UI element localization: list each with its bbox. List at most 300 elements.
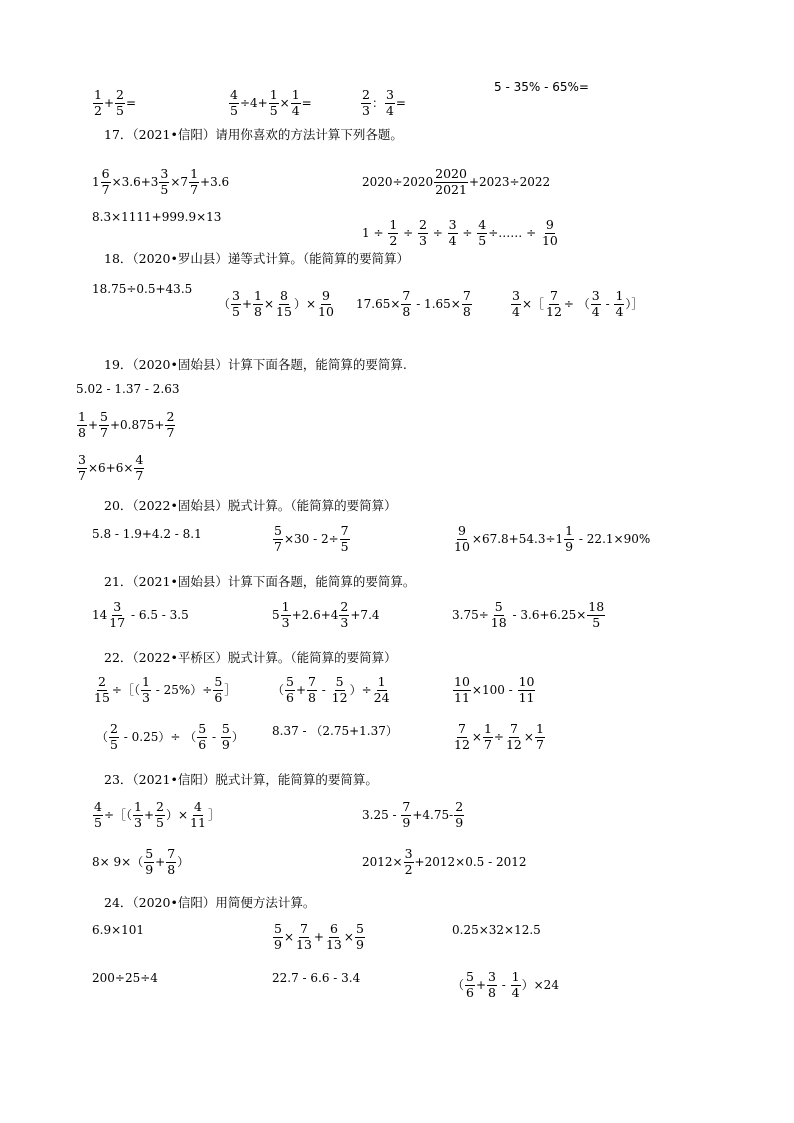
fraction-denominator: 7 — [190, 181, 199, 197]
fraction — [77, 410, 87, 440]
expression-text: +2023÷2022 — [468, 175, 551, 189]
expression — [362, 218, 560, 248]
fraction-denominator: 7 — [483, 736, 492, 752]
expression-text: ］ — [224, 683, 237, 697]
fraction-denominator: 2 — [94, 102, 102, 118]
fraction-numerator: 2020 — [435, 166, 467, 182]
expression-text: ） — [177, 855, 190, 869]
fraction-numerator: 5 — [494, 599, 503, 615]
question-heading: 17．（2021•信阳）请用你喜欢的方法计算下列各题。 — [104, 127, 403, 142]
fraction — [155, 800, 165, 830]
fraction — [213, 675, 223, 705]
fraction — [99, 410, 109, 440]
fraction-denominator: 7 — [274, 538, 282, 554]
fraction-numerator: 2 — [166, 409, 175, 425]
expression-text: × — [523, 730, 534, 744]
fraction-numerator: 1 — [134, 799, 142, 815]
fraction-numerator: 1 — [511, 969, 520, 985]
fraction-denominator: 4 — [591, 303, 600, 319]
expression-text: ×67.8+54.3÷1 — [471, 532, 564, 546]
expression-text: ： — [371, 96, 384, 110]
fraction-denominator: 12 — [331, 689, 348, 705]
expression-text: + — [143, 808, 155, 822]
fraction — [490, 600, 508, 630]
fraction-numerator: 1 — [269, 87, 278, 103]
expression-text: ×7 — [170, 175, 189, 189]
fraction — [93, 675, 111, 705]
fraction-denominator: 6 — [198, 736, 207, 752]
fraction-denominator: 5 — [116, 102, 124, 118]
fraction-denominator: 5 — [94, 814, 102, 830]
expression-text: 200÷25÷4 — [92, 971, 158, 985]
fraction — [454, 800, 464, 830]
expression-text: - 1.65× — [412, 297, 461, 311]
fraction-denominator: 11 — [190, 814, 206, 830]
expression — [92, 971, 158, 985]
fraction — [285, 675, 295, 705]
fraction-denominator: 7 — [100, 424, 108, 440]
expression-text: 3.25 - — [362, 808, 401, 822]
fraction-denominator: 8 — [488, 984, 496, 1000]
expression-text: 18.75÷0.5+43.5 — [92, 282, 193, 296]
fraction-numerator: 7 — [462, 288, 471, 304]
expression-text: ÷ — [493, 730, 504, 744]
fraction-numerator: 18 — [588, 599, 605, 615]
fraction — [141, 675, 151, 705]
fraction — [448, 218, 458, 248]
expression-text: 1 — [92, 175, 100, 189]
expression-text: 17.65× — [356, 297, 401, 311]
fraction-numerator: 7 — [340, 523, 349, 539]
expression-text: 5 — [272, 608, 280, 622]
expression-text: - — [601, 297, 614, 311]
fraction-denominator: 6 — [214, 689, 223, 705]
fraction — [93, 88, 103, 118]
fraction — [434, 167, 468, 197]
fraction — [518, 675, 536, 705]
expression — [228, 88, 312, 118]
expression-text: +7.4 — [350, 608, 380, 622]
fraction-numerator: 5 — [355, 921, 364, 937]
fraction — [545, 289, 563, 319]
expression-text: × — [263, 297, 275, 311]
fraction-denominator: 4 — [385, 102, 394, 118]
expression-text: 0.25×32×12.5 — [452, 923, 541, 937]
fraction-denominator: 4 — [512, 303, 520, 319]
question-heading: 20．（2022•固始县）脱式计算。（能简算的要简算） — [104, 498, 397, 513]
fraction-denominator: 7 — [166, 424, 175, 440]
fraction — [373, 675, 391, 705]
fraction-denominator: 5 — [592, 614, 601, 630]
expression — [452, 923, 541, 937]
fraction-numerator: 5 — [466, 969, 474, 985]
fraction — [487, 970, 497, 1000]
fraction-denominator: 9 — [565, 538, 574, 554]
expression-text: + — [475, 978, 487, 992]
fraction-numerator: 5 — [214, 674, 223, 690]
fraction-numerator: 1 — [190, 166, 199, 182]
fraction-denominator: 10 — [541, 232, 558, 248]
fraction — [231, 289, 241, 319]
fraction — [388, 218, 398, 248]
fraction-numerator: 2 — [340, 599, 349, 615]
expression-text: ÷ — [399, 226, 417, 240]
fraction — [229, 88, 239, 118]
expression-text: ÷4+ — [239, 96, 268, 110]
fraction-numerator: 3 — [160, 166, 169, 182]
expression-text: + — [241, 297, 253, 311]
expression-text: 8.3×1111+999.9×13 — [92, 210, 222, 224]
fraction — [197, 722, 207, 752]
question-heading: 24．（2020•信阳）用简便方法计算。 — [104, 895, 316, 910]
fraction-denominator: 7 — [135, 467, 144, 483]
fraction-numerator: 4 — [230, 87, 238, 103]
fraction — [275, 289, 293, 319]
expression-text: + — [87, 418, 99, 432]
fraction-denominator: 3 — [281, 614, 290, 630]
fraction-denominator: 3 — [418, 232, 427, 248]
fraction-denominator: 8 — [462, 303, 471, 319]
expression-text: ×100 - — [471, 683, 517, 697]
fraction-denominator: 3 — [362, 102, 370, 118]
expression-text: 2012× — [362, 855, 403, 869]
fraction-denominator: 2 — [389, 232, 398, 248]
fraction — [144, 847, 154, 877]
expression-text: ］ — [207, 808, 220, 822]
fraction-denominator: 3 — [141, 689, 150, 705]
fraction-numerator: 1 — [254, 288, 262, 304]
fraction-numerator: 7 — [167, 846, 176, 862]
fraction — [453, 722, 471, 752]
expression-text: 5 - 35% - 65%= — [494, 80, 589, 94]
expression-text: ÷…… ÷ — [488, 226, 540, 240]
expression-text: = — [301, 96, 312, 110]
expression-text: - 3.6+6.25× — [508, 608, 587, 622]
fraction-numerator: 1 — [483, 721, 492, 737]
fraction-denominator: 9 — [274, 936, 282, 952]
fraction-denominator: 5 — [232, 303, 240, 319]
fraction-denominator: 5 — [160, 181, 169, 197]
fraction — [108, 600, 126, 630]
fraction-denominator: 8 — [254, 303, 262, 319]
fraction — [541, 218, 559, 248]
expression-text: - 0.25）÷ （ — [119, 730, 197, 744]
expression-text: ÷ — [428, 226, 447, 240]
expression-text: 14 — [92, 608, 108, 622]
fraction — [159, 167, 169, 197]
expression-text: × — [343, 930, 354, 944]
expression — [92, 847, 189, 877]
fraction-denominator: 4 — [291, 102, 300, 118]
fraction-numerator: 9 — [321, 288, 330, 304]
expression-text: + — [155, 855, 166, 869]
fraction — [483, 722, 493, 752]
fraction-denominator: 3 — [340, 614, 349, 630]
fraction-denominator: 7 — [101, 181, 110, 197]
expression — [452, 970, 559, 1000]
fraction-numerator: 6 — [101, 166, 110, 182]
fraction — [453, 524, 471, 554]
fraction — [134, 453, 144, 483]
expression — [76, 410, 176, 440]
fraction-numerator: 4 — [478, 217, 487, 233]
question-heading: 22．（2022•平桥区）脱式计算。（能简算的要简算） — [104, 650, 397, 665]
fraction — [317, 289, 335, 319]
fraction — [189, 167, 199, 197]
fraction — [535, 722, 545, 752]
expression — [452, 524, 650, 554]
expression-text: + — [295, 683, 307, 697]
expression-text: ×30 - 2÷ — [283, 532, 339, 546]
fraction — [133, 800, 143, 830]
fraction-denominator: 7 — [78, 467, 86, 483]
fraction-numerator: 3 — [113, 599, 122, 615]
fraction-denominator: 24 — [373, 689, 390, 705]
expression-text: ） — [231, 730, 244, 744]
expression-text: - 25%）÷ — [151, 683, 213, 697]
expression-text: 2020÷2020 — [362, 175, 434, 189]
fraction-numerator: 1 — [281, 599, 290, 615]
fraction-denominator: 6 — [466, 984, 474, 1000]
expression-text: ÷［（ — [103, 808, 133, 822]
fraction-numerator: 3 — [448, 217, 457, 233]
expression — [452, 675, 536, 705]
fraction-numerator: 2 — [110, 721, 118, 737]
fraction-numerator: 2 — [418, 217, 427, 233]
expression-text: 5.8 - 1.9+4.2 - 8.1 — [92, 527, 202, 541]
fraction-denominator: 8 — [402, 303, 411, 319]
fraction-numerator: 5 — [335, 674, 344, 690]
fraction-numerator: 6 — [329, 921, 338, 937]
fraction — [273, 922, 283, 952]
fraction-denominator: 4 — [615, 303, 624, 319]
expression-text: - 22.1×90% — [575, 532, 651, 546]
fraction-numerator: 5 — [145, 846, 154, 862]
fraction — [477, 218, 487, 248]
fraction — [462, 289, 472, 319]
expression — [356, 289, 473, 319]
expression-text: + — [103, 96, 115, 110]
fraction-numerator: 1 — [565, 523, 574, 539]
fraction-denominator: 7 — [535, 736, 544, 752]
fraction-numerator: 1 — [389, 217, 398, 233]
expression-text: + — [313, 930, 324, 944]
expression-text: ×6+6× — [87, 461, 134, 475]
fraction-denominator: 2021 — [435, 181, 467, 197]
fraction — [77, 453, 87, 483]
fraction-numerator: 1 — [615, 288, 624, 304]
fraction-numerator: 5 — [286, 674, 294, 690]
fraction-numerator: 9 — [545, 217, 554, 233]
expression-text: 8× 9×（ — [92, 855, 144, 869]
fraction-denominator: 6 — [286, 689, 294, 705]
fraction-numerator: 3 — [78, 452, 86, 468]
fraction-denominator: 8 — [308, 689, 316, 705]
expression-text: 5.02 - 1.37 - 2.63 — [76, 382, 180, 396]
expression-text: （ — [96, 730, 109, 744]
expression-text: ×［ — [521, 297, 545, 311]
fraction-numerator: 1 — [291, 87, 300, 103]
fraction-numerator: 3 — [488, 969, 496, 985]
expression-text: ÷［（ — [111, 683, 140, 697]
question-heading: 18．（2020•罗山县）递等式计算。（能简算的要简算） — [104, 251, 410, 266]
fraction — [614, 289, 624, 319]
fraction-numerator: 1 — [377, 674, 386, 690]
expression-text: = — [395, 96, 406, 110]
fraction-denominator: 5 — [230, 102, 238, 118]
fraction — [404, 847, 414, 877]
fraction-numerator: 3 — [591, 288, 600, 304]
expression-text: - — [497, 978, 510, 992]
expression-text: （ — [452, 978, 465, 992]
fraction-numerator: 2 — [362, 87, 370, 103]
fraction-numerator: 5 — [198, 721, 207, 737]
expression-text: 8.37 - （2.75+1.37） — [272, 724, 398, 738]
expression — [362, 800, 465, 830]
fraction-numerator: 7 — [509, 721, 518, 737]
fraction — [166, 847, 176, 877]
expression-text: ）÷ — [349, 683, 372, 697]
fraction — [340, 524, 350, 554]
expression — [452, 600, 606, 630]
fraction — [385, 88, 395, 118]
fraction — [115, 88, 125, 118]
fraction — [453, 675, 471, 705]
fraction-denominator: 17 — [109, 614, 126, 630]
expression-text: = — [125, 96, 137, 110]
expression — [272, 971, 360, 985]
fraction-denominator: 15 — [94, 689, 110, 705]
fraction-denominator: 5 — [340, 538, 349, 554]
fraction — [505, 722, 523, 752]
fraction-numerator: 1 — [535, 721, 544, 737]
expression-text: ）×24 — [521, 978, 559, 992]
expression — [272, 524, 351, 554]
fraction-numerator: 1 — [94, 87, 102, 103]
fraction-numerator: 3 — [512, 288, 520, 304]
fraction-denominator: 9 — [145, 861, 154, 877]
fraction-denominator: 13 — [296, 936, 312, 952]
fraction-numerator: 5 — [100, 409, 108, 425]
expression-text: ）× — [293, 297, 317, 311]
expression — [272, 922, 366, 952]
question-heading: 23．（2021•信阳）脱式计算，能简算的要简算。 — [104, 772, 378, 787]
expression — [92, 527, 202, 541]
fraction-denominator: 5 — [269, 102, 278, 118]
fraction-denominator: 15 — [276, 303, 292, 319]
fraction — [355, 922, 365, 952]
fraction-numerator: 3 — [385, 87, 394, 103]
expression — [218, 289, 336, 319]
fraction-numerator: 4 — [94, 799, 102, 815]
expression — [92, 282, 192, 296]
expression-text: 3.75÷ — [452, 608, 489, 622]
expression-text: ÷ （ — [563, 297, 590, 311]
fraction — [418, 218, 428, 248]
fraction-numerator: 7 — [402, 799, 411, 815]
expression-text: × — [279, 96, 290, 110]
fraction-denominator: 12 — [546, 303, 562, 319]
fraction-numerator: 2 — [455, 799, 464, 815]
expression — [92, 600, 189, 630]
fraction-numerator: 7 — [549, 288, 558, 304]
expression-text: - 6.5 - 3.5 — [127, 608, 189, 622]
expression — [92, 675, 236, 705]
fraction-numerator: 1 — [78, 409, 86, 425]
expression-text: ）× — [165, 808, 189, 822]
fraction-denominator: 9 — [355, 936, 364, 952]
fraction-numerator: 10 — [454, 674, 470, 690]
fraction-numerator: 4 — [135, 452, 144, 468]
question-heading: 21．（2021•固始县）计算下面各题，能简算的要简算。 — [104, 574, 416, 589]
fraction-numerator: 7 — [457, 721, 466, 737]
fraction — [281, 600, 291, 630]
fraction-denominator: 8 — [78, 424, 86, 440]
fraction — [109, 722, 119, 752]
expression-text: - — [208, 730, 220, 744]
expression-text: +3.6 — [200, 175, 230, 189]
expression — [272, 724, 398, 738]
fraction — [564, 524, 574, 554]
fraction-denominator: 8 — [167, 861, 176, 877]
fraction-denominator: 10 — [318, 303, 334, 319]
expression-text: - — [317, 683, 330, 697]
expression-text: （ — [218, 297, 231, 311]
expression — [76, 382, 180, 396]
fraction-denominator: 9 — [221, 736, 230, 752]
expression — [272, 600, 380, 630]
fraction-numerator: 4 — [194, 799, 202, 815]
fraction — [93, 800, 103, 830]
fraction-numerator: 1 — [141, 674, 150, 690]
expression — [362, 847, 527, 877]
expression-text: 1 ÷ — [362, 226, 388, 240]
fraction — [331, 675, 349, 705]
expression-text: 22.7 - 6.6 - 3.4 — [272, 971, 361, 985]
fraction-numerator: 7 — [308, 674, 316, 690]
expression — [360, 88, 406, 118]
expression — [92, 88, 136, 118]
fraction-numerator: 5 — [221, 721, 230, 737]
expression-text: ）］ — [625, 297, 644, 311]
fraction — [511, 970, 521, 1000]
expression-text: × — [283, 930, 295, 944]
expression-text: ÷ — [458, 226, 477, 240]
fraction-numerator: 5 — [274, 523, 282, 539]
fraction — [401, 800, 411, 830]
expression — [92, 210, 221, 224]
fraction — [587, 600, 605, 630]
expression-text: +2.6+4 — [291, 608, 339, 622]
expression — [452, 722, 546, 752]
fraction-denominator: 11 — [454, 689, 470, 705]
fraction-numerator: 2 — [97, 674, 106, 690]
expression — [96, 722, 244, 752]
fraction-denominator: 5 — [478, 232, 487, 248]
fraction — [361, 88, 371, 118]
fraction-numerator: 2 — [116, 87, 124, 103]
expression-text: 6.9×101 — [92, 923, 145, 937]
fraction — [269, 88, 279, 118]
fraction — [511, 289, 521, 319]
fraction-numerator: 9 — [457, 523, 466, 539]
fraction-numerator: 3 — [404, 846, 413, 862]
fraction — [273, 524, 283, 554]
expression — [510, 289, 643, 319]
fraction — [221, 722, 231, 752]
expression-text: × — [471, 730, 482, 744]
expression-text: （ — [272, 683, 285, 697]
